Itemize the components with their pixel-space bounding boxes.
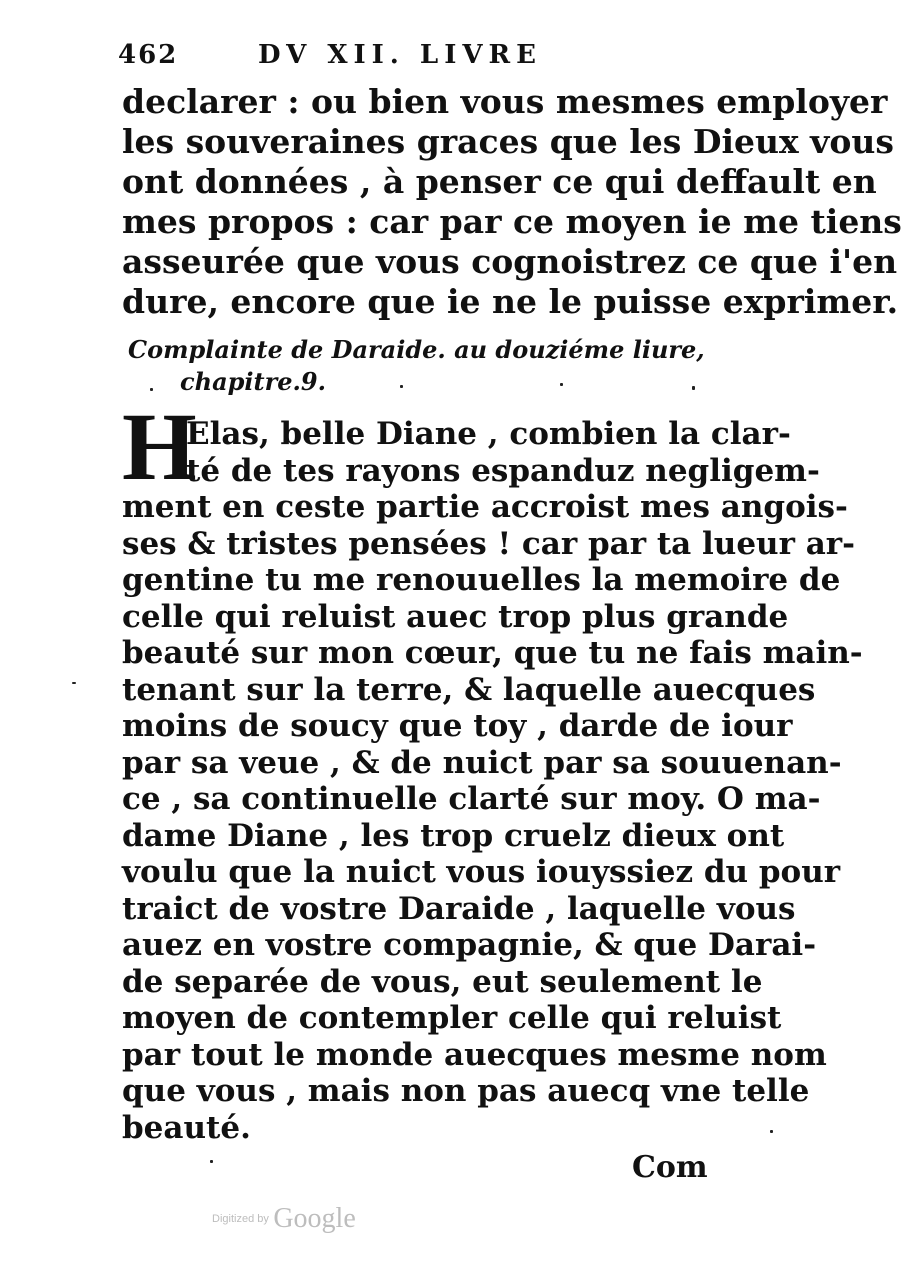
text-line: par tout le monde auecques mesme nom bbox=[122, 1036, 827, 1073]
text-line: voulu que la nuict vous iouyssiez du pour bbox=[122, 854, 841, 890]
watermark-prefix: Digitized by bbox=[212, 1213, 269, 1225]
scan-speck bbox=[560, 383, 563, 386]
text-line: traict de vostre Daraide , laquelle vous bbox=[122, 890, 796, 927]
drop-cap: H bbox=[122, 393, 197, 500]
text-line: declarer : ou bien vous mesmes employer bbox=[122, 82, 888, 121]
page-number: 462 bbox=[118, 40, 179, 70]
google-logo: Google bbox=[273, 1203, 356, 1234]
text-line: ont données , à penser ce qui deffault en bbox=[122, 162, 877, 201]
running-title: DV XII. LIVRE bbox=[258, 40, 542, 70]
text-line: ses & tristes pensées ! car par ta lueur ar- bbox=[122, 525, 856, 562]
text-line: moins de soucy que toy , darde de iour bbox=[122, 708, 793, 744]
scan-speck bbox=[770, 1130, 773, 1133]
text-line: auez en vostre compagnie, & que Darai- bbox=[122, 927, 817, 963]
text-line: gentine tu me renouuelles la memoire de bbox=[122, 562, 841, 598]
text-line: ce , sa continuelle clarté sur moy. O ma- bbox=[122, 781, 821, 817]
text-line: asseurée que vous cognoistrez ce que i'en bbox=[122, 242, 898, 281]
text-line: Elas, belle Diane , combien la clar- bbox=[186, 416, 791, 452]
text-line: par sa veue , & de nuict par sa souuenan- bbox=[122, 744, 842, 781]
text-line: ment en ceste partie accroist mes angois- bbox=[122, 489, 848, 525]
scan-speck bbox=[72, 682, 76, 684]
text-line: que vous , mais non pas auecq vne telle bbox=[122, 1073, 810, 1109]
text-line: beauté sur mon cœur, que tu ne fais main- bbox=[122, 635, 863, 671]
section-title-line: chapitre.9. bbox=[180, 367, 326, 396]
text-line: tenant sur la terre, & laquelle auecques bbox=[122, 671, 816, 708]
text-line: de separée de vous, eut seulement le bbox=[122, 963, 763, 1000]
text-line: les souveraines graces que les Dieux vous bbox=[122, 122, 894, 161]
text-line: moyen de contempler celle qui reluist bbox=[122, 1000, 782, 1036]
digitized-watermark bbox=[212, 1203, 356, 1235]
page-header bbox=[118, 40, 708, 80]
scan-speck bbox=[400, 385, 403, 388]
text-line: beauté. bbox=[122, 1109, 251, 1146]
text-line: celle qui reluist auec trop plus grande bbox=[122, 598, 789, 635]
scan-speck bbox=[150, 388, 153, 391]
text-line: té de tes rayons espanduz negligem- bbox=[186, 452, 820, 489]
text-line: mes propos : car par ce moyen ie me tiens bbox=[122, 202, 902, 241]
section-title-line: Complainte de Daraide. au douziéme liure, bbox=[128, 335, 705, 364]
scan-speck bbox=[210, 1160, 213, 1163]
text-line: dure, encore que ie ne le puisse exprimer. bbox=[122, 282, 899, 321]
scan-speck bbox=[692, 386, 695, 390]
text-line: dame Diane , les trop cruelz dieux ont bbox=[122, 817, 785, 854]
catchword: Com bbox=[632, 1150, 708, 1185]
